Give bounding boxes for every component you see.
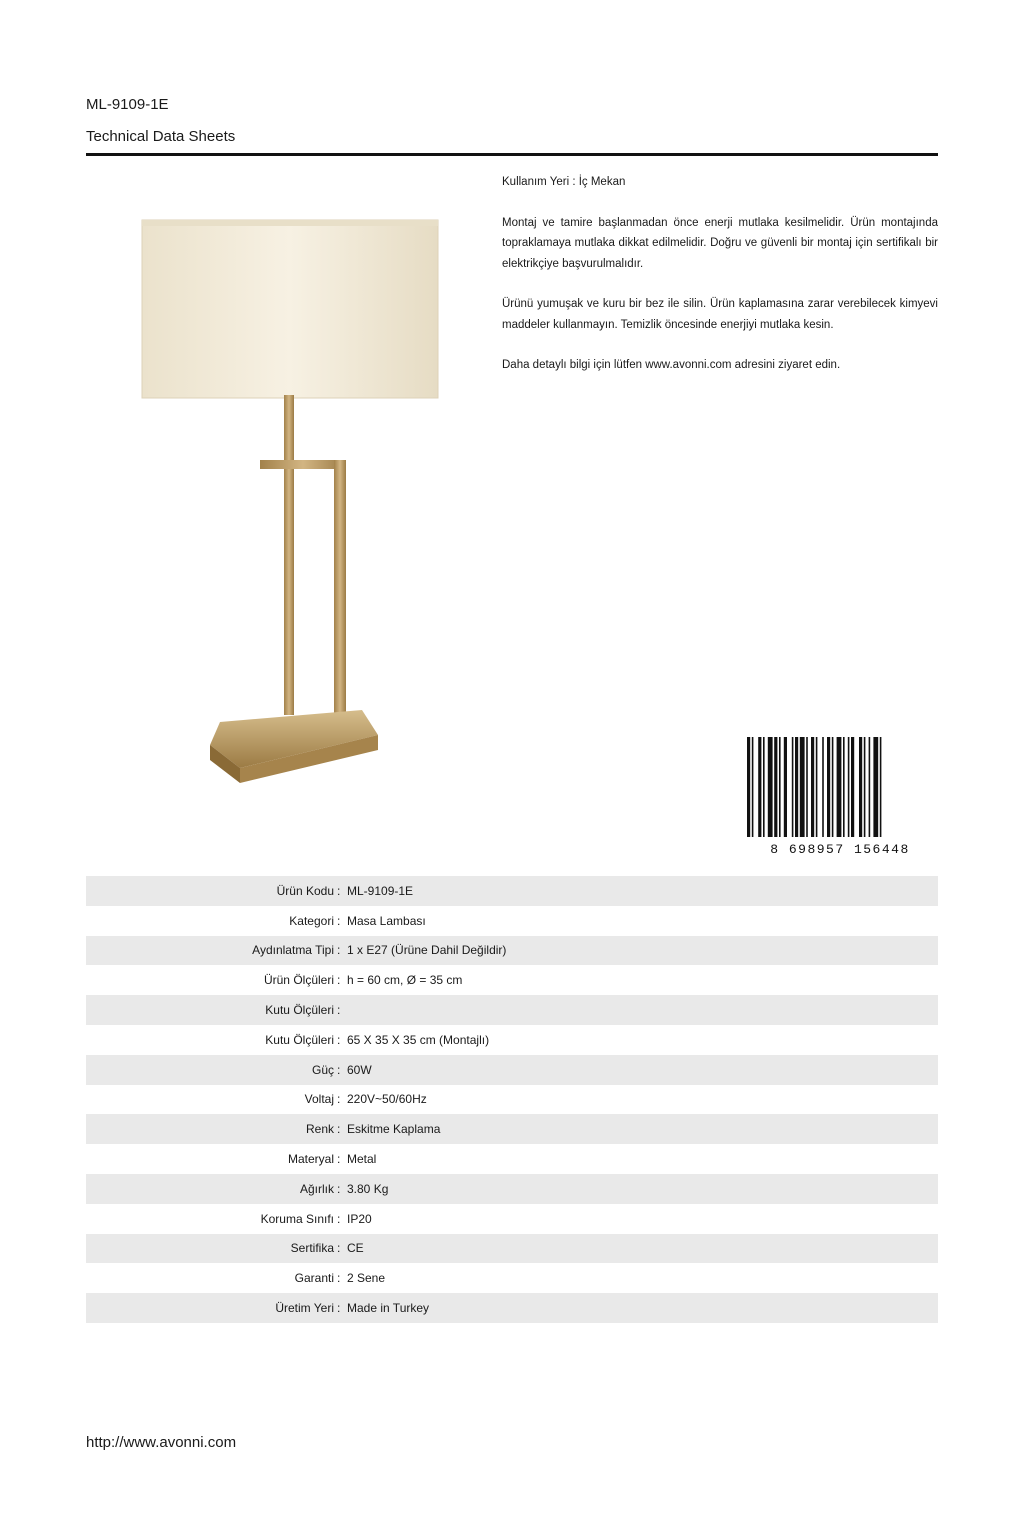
spec-value: 3.80 Kg <box>347 1181 389 1196</box>
lamp-shade <box>142 220 438 398</box>
barcode-bar <box>848 737 850 837</box>
barcode-bar <box>784 737 787 837</box>
barcode-bar <box>752 737 754 837</box>
spec-separator: : <box>337 1152 341 1167</box>
spec-row <box>86 1025 938 1055</box>
spec-label: Ürün Ölçüleri <box>263 973 334 988</box>
barcode-bars <box>747 737 881 837</box>
barcode-bar <box>827 737 830 837</box>
spec-label: Renk <box>305 1122 334 1137</box>
spec-label: Koruma Sınıfı <box>260 1211 334 1226</box>
spec-value: Eskitme Kaplama <box>347 1122 441 1137</box>
spec-separator: : <box>337 1241 341 1256</box>
spec-row <box>86 1234 938 1264</box>
spec-label: Sertifika <box>290 1241 334 1256</box>
usage-instructions <box>502 172 938 396</box>
spec-row <box>86 1174 938 1204</box>
spec-row <box>86 1144 938 1174</box>
spec-label: Garanti <box>294 1271 334 1286</box>
spec-row <box>86 1114 938 1144</box>
spec-value: h = 60 cm, Ø = 35 cm <box>347 973 463 988</box>
barcode-bar <box>806 737 808 837</box>
spec-separator: : <box>337 1271 341 1286</box>
header-divider <box>86 153 938 156</box>
barcode-bar <box>811 737 814 837</box>
barcode-bar <box>816 737 818 837</box>
spec-row <box>86 1055 938 1085</box>
spec-value: 1 x E27 (Ürüne Dahil Değildir) <box>347 943 507 958</box>
spec-row <box>86 936 938 966</box>
barcode-bar <box>792 737 794 837</box>
spec-separator: : <box>337 1122 341 1137</box>
lamp-frame <box>334 460 346 718</box>
barcode-bar <box>832 737 834 837</box>
spec-row <box>86 1263 938 1293</box>
spec-value: 65 X 35 X 35 cm (Montajlı) <box>347 1032 490 1047</box>
spec-separator: : <box>337 1062 341 1077</box>
spec-separator: : <box>337 1003 341 1018</box>
spec-label: Aydınlatma Tipi <box>252 943 334 958</box>
spec-value: 2 Sene <box>347 1271 386 1286</box>
spec-row <box>86 1293 938 1323</box>
barcode-bar <box>822 737 824 837</box>
spec-row <box>86 1204 938 1234</box>
barcode-bar <box>837 737 842 837</box>
spec-separator: : <box>337 943 341 958</box>
spec-value: Masa Lambası <box>347 913 426 928</box>
barcode-bar <box>880 737 882 837</box>
spec-value: 60W <box>347 1062 372 1077</box>
spec-separator: : <box>337 973 341 988</box>
barcode-bar <box>774 737 777 837</box>
spec-separator: : <box>337 1181 341 1196</box>
barcode-bar <box>843 737 845 837</box>
spec-table <box>86 876 938 1323</box>
spec-label: Materyal <box>287 1152 334 1167</box>
product-code: ML-9109-1E <box>86 96 169 113</box>
barcode-bar <box>800 737 805 837</box>
usage-location: Kullanım Yeri : İç Mekan <box>502 176 626 188</box>
spec-label: Güç <box>311 1062 334 1077</box>
barcode-bar <box>779 737 781 837</box>
website-note: Daha detaylı bilgi için lütfen www.avonni.com adresini ziyaret edin. <box>502 359 841 371</box>
spec-label: Ürün Kodu <box>276 883 334 898</box>
spec-label: Kutu Ölçüleri <box>265 1003 334 1018</box>
spec-value: Made in Turkey <box>347 1301 430 1316</box>
spec-value: ML-9109-1E <box>347 883 414 898</box>
spec-value: 220V~50/60Hz <box>347 1092 427 1107</box>
spec-separator: : <box>337 1211 341 1226</box>
spec-row <box>86 876 938 906</box>
cleaning-note: Ürünü yumuşak ve kuru bir bez ile silin. Ürün kaplamasına zarar verebilecek kimyevi maddeler kullanmayın. Temizlik öncesinde enerjiyi mutlaka kesin. <box>502 298 938 331</box>
spec-separator: : <box>337 913 341 928</box>
barcode-bar <box>747 737 750 837</box>
spec-row <box>86 995 938 1025</box>
spec-row <box>86 906 938 936</box>
installation-note: Montaj ve tamire başlanmadan önce enerji mutlaka kesilmelidir. Ürün montajında topraklamaya mutlaka dikkat edilmelidir. Doğru ve güvenli bir montaj için sertifikalı bir elektrikçiye başvurulmalıdır. <box>502 216 938 270</box>
spec-separator: : <box>337 883 341 898</box>
barcode-bar <box>859 737 862 837</box>
barcode <box>745 735 935 857</box>
spec-separator: : <box>337 1092 341 1107</box>
spec-value: CE <box>347 1241 364 1256</box>
barcode-bar <box>758 737 761 837</box>
barcode-number: 8 698957 156448 <box>770 842 910 857</box>
barcode-bar <box>851 737 854 837</box>
spec-value: Metal <box>347 1152 377 1167</box>
barcode-bar <box>869 737 871 837</box>
spec-label: Üretim Yeri <box>275 1301 334 1316</box>
lamp-crossbar <box>260 460 346 469</box>
lamp-stem <box>284 395 294 715</box>
spec-separator: : <box>337 1032 341 1047</box>
spec-label: Kutu Ölçüleri <box>265 1032 334 1047</box>
spec-label: Kategori <box>289 913 334 928</box>
spec-label: Ağırlık <box>299 1181 334 1196</box>
barcode-bar <box>795 737 798 837</box>
product-image <box>130 205 460 785</box>
footer-url: http://www.avonni.com <box>86 1434 237 1451</box>
spec-value: IP20 <box>347 1211 372 1226</box>
barcode-bar <box>873 737 878 837</box>
barcode-bar <box>763 737 765 837</box>
spec-separator: : <box>337 1301 341 1316</box>
spec-row <box>86 1085 938 1115</box>
barcode-bar <box>864 737 866 837</box>
spec-label: Voltaj <box>304 1092 334 1107</box>
barcode-bar <box>768 737 773 837</box>
spec-row <box>86 965 938 995</box>
document-subtitle: Technical Data Sheets <box>86 128 236 145</box>
